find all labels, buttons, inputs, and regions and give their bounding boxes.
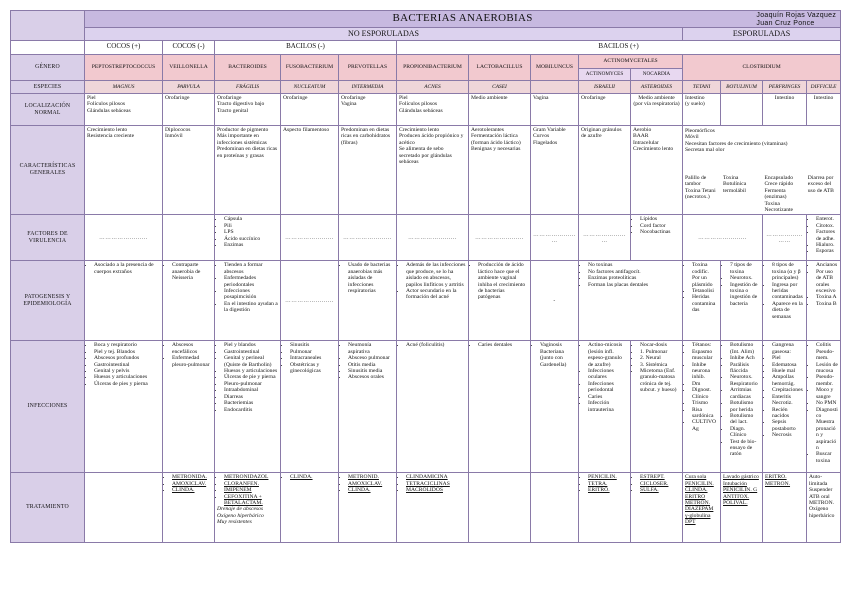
list-item: • Acné (foliculitis) — [406, 342, 466, 348]
list-item: • Ácido succínico — [224, 236, 278, 242]
list-item: • Botulismo por herida — [730, 400, 760, 413]
list-item: • Inhibe Ach — [730, 355, 760, 361]
list-item: • LPS — [224, 229, 278, 235]
loc-cell: Vagina — [531, 94, 579, 126]
genus-veillo: VEILLONELLA — [163, 55, 215, 81]
clostridium-general: Pleomórficos Móvil Necesitan factores de crecimiento (vitaminas) Secretan mal olor — [685, 128, 788, 154]
factor-cell-bactero — [215, 215, 281, 261]
inf-botulinum — [721, 341, 763, 473]
list-item: • Endocarditis — [224, 407, 278, 413]
list-item: • Infecciones posapimcisión — [224, 288, 278, 301]
list-item: • Citotox. — [816, 223, 838, 229]
list-item: • ESTREPT. — [640, 474, 680, 480]
species-cell: BOTULINUM — [721, 81, 763, 94]
list-item: • Tienden a formar abscesos — [224, 262, 278, 275]
list-item: • Dignost. Clínico — [692, 387, 718, 400]
clostridium-species-char — [683, 174, 840, 214]
loc-cell: Piel Folículos pilosos Glándulas sebáceas — [85, 94, 163, 126]
list-item: • Actino-micosis (lesión infl. espeso-granulo de azufre) — [588, 342, 628, 368]
species-cell: ACNES — [397, 81, 469, 94]
list-item: • Micetoma (Enf. granulo-matosa crónica de tej. subcut. y hueso) — [640, 368, 680, 394]
list-item: • Tetanolisi — [692, 288, 718, 294]
list-item: • Abscesos orales — [348, 374, 394, 380]
group-cocos-pos: COCOS (+) — [85, 41, 163, 55]
list-item: • CLINDAMICINA — [406, 474, 466, 480]
char-cell: Aerotolerantes Fermentación láctica (forman ácido láctico) Benignas y necesarias — [469, 126, 531, 215]
list-item: • Enfermedades periodontales — [224, 275, 278, 288]
loc-cell: Orofaringe — [163, 94, 215, 126]
list-item: • 2. Neural — [640, 355, 680, 361]
list-item: • Tétanos: — [692, 342, 718, 348]
list-item: • Intraabdominal — [224, 387, 278, 393]
list-item: • Colitis Pseudo-mem. — [816, 342, 838, 361]
list-item: • IMIPENEM — [224, 487, 278, 493]
list-item: • Caries — [588, 394, 628, 400]
pat-bactero — [215, 261, 281, 341]
list-item: • Gangrena gaseosa: — [772, 342, 804, 355]
row-localizacion — [11, 94, 841, 126]
list-item: • Neurotox. Respiratorio — [730, 374, 760, 387]
list-item: • Edematosa — [772, 362, 804, 368]
list-item: • Pleuro-pulmonar — [224, 381, 278, 387]
group-bacilos-neg: BACILOS (-) — [215, 41, 397, 55]
list-item: • CLINDA. — [172, 487, 212, 493]
list-item: • Sinusitis — [290, 342, 336, 348]
inf-difficile — [807, 341, 841, 473]
inf-veillo — [163, 341, 215, 473]
list-item: • Neurotox. — [730, 275, 760, 281]
list-item: • Toxina codific. Por un plásmido — [692, 262, 718, 288]
list-item: • Enterot. — [816, 216, 838, 222]
trat-botulinum: Lavado gástrico Intubación PENICILIN. G ANTITOX. POLIVAL. — [721, 473, 763, 543]
loc-cell: Orofaringe — [281, 94, 339, 126]
row-label-genero: GÉNERO — [11, 55, 85, 81]
list-item: • Ingresa por heridas contaminadas — [772, 282, 804, 301]
list-item: • Además de las infecciones que produce, se lo ha aislado en abscesos, papilos linfíticos y artritis — [406, 262, 466, 288]
species-cell: TETANI — [683, 81, 721, 94]
list-item: • En el intestino ayudan a la digestión — [224, 301, 278, 314]
trat-prevo — [339, 473, 397, 543]
list-item: • Pseudo-membr. — [816, 374, 838, 387]
species-cell: ASTEROIDES — [631, 81, 683, 94]
genus-nocardia: NOCARDIA — [631, 69, 683, 81]
factor-cell — [163, 215, 215, 261]
corner-blank — [11, 11, 85, 41]
pat-botulinum — [721, 261, 763, 341]
page-title: BACTERIAS ANAEROBIAS Joaquín Rojas Vazquez Juan Cruz Ponce — [85, 11, 841, 28]
list-item: • Neumonía aspirativa — [348, 342, 394, 355]
list-item: • 3. Sistémica — [640, 362, 680, 368]
pat-perfringes — [763, 261, 807, 341]
species-cell: ISRAELII — [579, 81, 631, 94]
pat-propioni — [397, 261, 469, 341]
list-item: • Pili — [224, 223, 278, 229]
char-cell: Aerobio BAAR Intracelular Crecimiento lento — [631, 126, 683, 215]
list-item: • Pulmonar — [290, 349, 336, 355]
tetani-char: Palillo de tambor Toxina Tetani (necrotox.) — [685, 175, 716, 201]
list-item: • Forman las placas dentales — [588, 282, 680, 288]
trat-actino — [579, 473, 631, 543]
list-item: • Contraparte anaerobia de Neisseria — [172, 262, 212, 281]
list-item: • Boca y respiratorio — [94, 342, 160, 348]
list-item: • TETRACICLINAS — [406, 481, 466, 487]
list-item: • Inhibe neurona inhib. — [692, 362, 718, 381]
list-item: • Infección intrauterina — [588, 400, 628, 413]
pat-tetani — [683, 261, 721, 341]
no-esporuladas-header: NO ESPORULADAS — [85, 28, 683, 41]
list-item: • PENICILIN. — [588, 474, 628, 480]
list-item: • Bacteriemias — [224, 400, 278, 406]
pat-fuso: …………………… — [281, 261, 339, 341]
inf-mobilu — [531, 341, 579, 473]
list-item: • TETRA. — [588, 481, 628, 487]
genus-prevo: PREVOTELLAS — [339, 55, 397, 81]
char-cell: Diplococos Inmóvil — [163, 126, 215, 215]
list-item: • Enzimas proteolíticas — [588, 275, 680, 281]
trat-bactero-note: Drenaje de abscesos Oxígeno hiperbárico Muy resistentes — [217, 506, 264, 526]
list-item: • Espasmo muscular — [692, 349, 718, 362]
list-item: • Genital y perineal (Quiste de Bartholin) — [224, 355, 278, 368]
list-item: • Ingestión de toxina o ingestión de bacteria — [730, 282, 760, 308]
species-cell: PERFRINGES — [763, 81, 807, 94]
list-item: • Factores de adhe. — [816, 229, 838, 242]
list-item: • Genital y pelvis — [94, 368, 160, 374]
inf-lacto — [469, 341, 531, 473]
pat-mobilu: - — [531, 261, 579, 341]
list-item: • No factores antifagocít. — [588, 269, 680, 275]
list-item: • Piel y blandos — [224, 342, 278, 348]
factor-cell: …………………… — [85, 215, 163, 261]
list-item: • Infecciones periodontal — [588, 381, 628, 394]
authors: Joaquín Rojas Vazquez Juan Cruz Ponce — [756, 12, 837, 27]
list-item: • Lesión de mucosa — [816, 362, 838, 375]
trat-veillo — [163, 473, 215, 543]
list-item: • Piel y tej. Blandos — [94, 349, 160, 355]
trat-lacto — [469, 473, 531, 543]
char-cell: Aspecto filamentoso — [281, 126, 339, 215]
char-cell: Gram Variable Curvos Flagelados — [531, 126, 579, 215]
factor-cell: …………………… — [683, 215, 763, 261]
row-label-factores: FACTORES DE VIRULENCIA — [11, 215, 85, 261]
list-item: • METRONID. — [348, 474, 394, 480]
list-item: • Parálisis fláccida — [730, 362, 760, 375]
factor-cell: …………………… — [397, 215, 469, 261]
genus-actinomyces: ACTINOMYCES — [579, 69, 631, 81]
list-item: • Huesos y articulaciones — [94, 374, 160, 380]
list-item: • No PMN — [816, 400, 838, 406]
loc-cell: Orofaringe — [579, 94, 631, 126]
list-item: • Piel — [772, 355, 804, 361]
list-item: • Esporas — [816, 248, 838, 254]
genus-bactero: BACTEROIDES — [215, 55, 281, 81]
genus-propioni: PROPIONIBACTERIUM — [397, 55, 469, 81]
list-item: • Otitis media — [348, 362, 394, 368]
list-item: • AMOXICLAV. — [348, 481, 394, 487]
list-item: • CLINDA. — [290, 474, 336, 480]
botulinum-char: Toxina Botulínica termolábil — [722, 175, 747, 194]
char-cell: Productor de pigmento Más importante en infecciones sistémicas Predominan en dietas ricas en proteínas y grasas — [215, 126, 281, 215]
list-item: • Abscesos encefálicos — [172, 342, 212, 355]
genus-clostridium: CLOSTRIDIUM — [683, 55, 841, 81]
list-item: • Por uso de ATB orales excesivo — [816, 269, 838, 295]
group-cocos-neg: COCOS (-) — [163, 41, 215, 55]
list-item: • METRONIDAZOL — [224, 474, 278, 480]
list-item: • Crepitaciones — [772, 387, 804, 393]
trat-pepto — [85, 473, 163, 543]
inf-pepto — [85, 341, 163, 473]
list-item: • ERITRO. — [588, 487, 628, 493]
list-item: • Risa sardónica — [692, 407, 718, 420]
inf-actino — [579, 341, 631, 473]
inf-perfringes — [763, 341, 807, 473]
list-item: • Actor secundario en la formación del acné — [406, 288, 466, 301]
perfringes-char: Encapsulado Crece rápido Fermenta (enzimas) Toxina Necrotizante — [764, 175, 794, 214]
inf-nocardia — [631, 341, 683, 473]
genus-lacto: LACTOBACILLUS — [469, 55, 531, 81]
trat-fuso — [281, 473, 339, 543]
trat-tetani: Cura sola PENICILIN. CLINDA. ERITRO METRON. DIAZEPAM γ-globulina DPT — [683, 473, 721, 543]
list-item: • 7 tipos de toxina — [730, 262, 760, 275]
trat-perfringes: ERITRO. METRON. — [763, 473, 807, 543]
list-item: • Arritmias cardíacas — [730, 387, 760, 400]
trat-nocardia — [631, 473, 683, 543]
inf-fuso — [281, 341, 339, 473]
genus-mobilu: MOBILUNCUS — [531, 55, 579, 81]
loc-cell: Orofaringe Vagina — [339, 94, 397, 126]
list-item: • Huele mal — [772, 368, 804, 374]
trat-difficile: Auto-limitada Suspender ATB oral METRON. Oxígeno hiperbárico — [807, 473, 841, 543]
list-item: • METRONIDA. — [172, 474, 212, 480]
list-item: • CEFOXITINA + BETALACTAM. — [224, 494, 278, 507]
list-item: • Absceso pulmonar — [348, 355, 394, 361]
list-item: • Cord factor — [640, 223, 680, 229]
list-item: • Abscesos profundos — [94, 355, 160, 361]
list-item: • MACRÓLIDOS — [406, 487, 466, 493]
char-cell: Predominan en dietas ricas en carbohidratos (fibras) — [339, 126, 397, 215]
list-item: • Lípidos — [640, 216, 680, 222]
pat-difficile — [807, 261, 841, 341]
loc-cell — [721, 94, 763, 126]
list-item: • Diagnostico Muestra pronación y aspiración — [816, 407, 838, 452]
group-blank — [11, 41, 85, 55]
pat-actino — [579, 261, 683, 341]
list-item: • Cápsula — [224, 216, 278, 222]
factor-cell-nocardia — [631, 215, 683, 261]
esporuladas-header: ESPORULADAS — [683, 28, 841, 41]
species-cell: DIFFICILE — [807, 81, 841, 94]
list-item: • Botulismo (Int. Alim) — [730, 342, 760, 355]
species-cell: MAGNUS — [85, 81, 163, 94]
group-bacilos-pos: BACILOS (+) — [397, 41, 841, 55]
list-item: • Aparece en la dieta de semanas — [772, 301, 804, 320]
list-item: • No toxinas — [588, 262, 680, 268]
trat-bactero — [215, 473, 281, 543]
difficile-char: Diarrea por exceso del uso de ATB — [807, 175, 834, 194]
list-item: • Usado de bacterias anaerobias más aisladas de infecciones respiratorias — [348, 262, 394, 294]
list-item: • Vaginosis Bacteriana (junto con Gardenella) — [540, 342, 576, 368]
row-label-caracteristicas: CARACTERÍSTICAS GENERALES — [11, 126, 85, 215]
list-item: • Caries dentales — [478, 342, 528, 348]
inf-tetani — [683, 341, 721, 473]
list-item: • Asociado a la presencia de cuerpos extraños — [94, 262, 160, 275]
bacteria-table — [10, 10, 841, 543]
list-item: • Toxina B — [816, 301, 838, 307]
trat-mobilu — [531, 473, 579, 543]
species-cell: INTERMEDIA — [339, 81, 397, 94]
species-cell: CASEI — [469, 81, 531, 94]
loc-cell: Intestino (y suelo) — [683, 94, 721, 126]
row-label-patogenesis: PATOGENESIS Y EPIDEMIOLOGÍA — [11, 261, 85, 341]
species-cell: FRÁGILIS — [215, 81, 281, 94]
factor-cell: …………………… — [339, 215, 397, 261]
list-item: • Gastrointestinal — [94, 362, 160, 368]
list-item: • Enfermedad pleuro-pulmonar — [172, 355, 212, 368]
list-item: • Úlceras de pie y pierna — [224, 374, 278, 380]
species-cell: PARVULA — [163, 81, 215, 94]
row-label-tratamiento: TRATAMIENTO — [11, 473, 85, 543]
pat-pepto — [85, 261, 163, 341]
list-item: • Heridas contaminadas — [692, 294, 718, 313]
row-label-infecciones: INFECCIONES — [11, 341, 85, 473]
list-item: • 8 tipos de toxina (α y β principales) — [772, 262, 804, 281]
list-item: • Recién nacidos — [772, 407, 804, 420]
list-item: • Úlceras de pies y pierna — [94, 381, 160, 387]
char-cell: Originan gránulos de azufre — [579, 126, 631, 215]
factor-cell: …………………… — [763, 215, 807, 261]
list-item: • Moco y sangre — [816, 387, 838, 400]
list-item: • Botulismo del lact. — [730, 413, 760, 426]
list-item: • CLINDA. — [348, 487, 394, 493]
genus-pepto: PEPTOSTREPTOCOCCUS — [85, 55, 163, 81]
pat-veillo — [163, 261, 215, 341]
list-item: • CULTIVO Ag — [692, 419, 718, 432]
list-item: • 1. Pulmonar — [640, 349, 680, 355]
row-label-localizacion: LOCALIZACIÓN NORMAL — [11, 94, 85, 126]
clostridium-char-block — [683, 126, 841, 215]
list-item: • Gastrointestinal — [224, 349, 278, 355]
list-item: • Producción de ácido láctico hace que el ambiente vaginal inhiba el crecimiento de bacterias patógenas — [478, 262, 528, 300]
list-item: • Necrosis — [772, 432, 804, 438]
list-item: • Ancianos — [816, 262, 838, 268]
list-item: • Diarreas — [224, 394, 278, 400]
list-item: • Sinusitis media — [348, 368, 394, 374]
factor-cell-difficile — [807, 215, 841, 261]
list-item: • Enzimas — [224, 242, 278, 248]
list-item: • Trismo — [692, 400, 718, 406]
factor-cell: …………………… — [579, 215, 631, 261]
genus-fuso: FUSOBACTERIUM — [281, 55, 339, 81]
list-item: • Test de bio-ensayo de ratón — [730, 439, 760, 458]
genus-actinomycetales: ACTINOMYCETALES — [579, 55, 683, 69]
factor-cell: …………………… — [281, 215, 339, 261]
list-item: • Sepsis postaborto — [772, 419, 804, 432]
list-item: • Diagn. Clínico — [730, 426, 760, 439]
char-cell: Crecimiento lento Resistencia creciente — [85, 126, 163, 215]
inf-bactero — [215, 341, 281, 473]
list-item: • AMOXICLAV. — [172, 481, 212, 487]
row-label-especies: ESPECIES — [11, 81, 85, 94]
list-item: • Buscar toxina — [816, 451, 838, 464]
char-cell: Crecimiento lento Producen ácido propiónico y acético Se alimenta de sebo secretado por glándulas sebáceas — [397, 126, 469, 215]
anaerobic-bacteria-table-page — [10, 10, 840, 590]
species-cell — [531, 81, 579, 94]
factor-cell: …………………… — [531, 215, 579, 261]
pat-prevo — [339, 261, 397, 341]
pat-lacto — [469, 261, 531, 341]
loc-cell: Intestino — [763, 94, 807, 126]
loc-cell: Orofaringe Tracto digestivo bajo Tracto genital — [215, 94, 281, 126]
list-item: • Ampollas hemorrág. — [772, 374, 804, 387]
list-item: • Infecciones oculares — [588, 368, 628, 381]
list-item: • Hialuro. — [816, 242, 838, 248]
list-item: • Obstétricas y ginecológicas — [290, 362, 336, 375]
list-item: • Nocar-dosis — [640, 342, 680, 348]
list-item: • CLORANFEN. — [224, 481, 278, 487]
species-cell: NUCLEATUM — [281, 81, 339, 94]
list-item: • Dm — [692, 381, 718, 387]
inf-prevo — [339, 341, 397, 473]
list-item: • Huesos y articulaciones — [224, 368, 278, 374]
loc-cell: Intestino — [807, 94, 841, 126]
loc-cell: Piel Folículos pilosos Glándulas sebáceas — [397, 94, 469, 126]
list-item: • Toxina A — [816, 294, 838, 300]
trat-propioni — [397, 473, 469, 543]
loc-cell: Medio ambiente (por vía respiratoria) — [631, 94, 683, 126]
inf-propioni — [397, 341, 469, 473]
list-item: • Intracraneales — [290, 355, 336, 361]
list-item: • Nocobactinas — [640, 229, 680, 235]
list-item: • SULFA. — [640, 487, 680, 493]
factor-cell: …………………… — [469, 215, 531, 261]
list-item: • Enteritis Necrotiz. — [772, 394, 804, 407]
loc-cell: Medio ambiente — [469, 94, 531, 126]
list-item: • CICLOSER. — [640, 481, 680, 487]
